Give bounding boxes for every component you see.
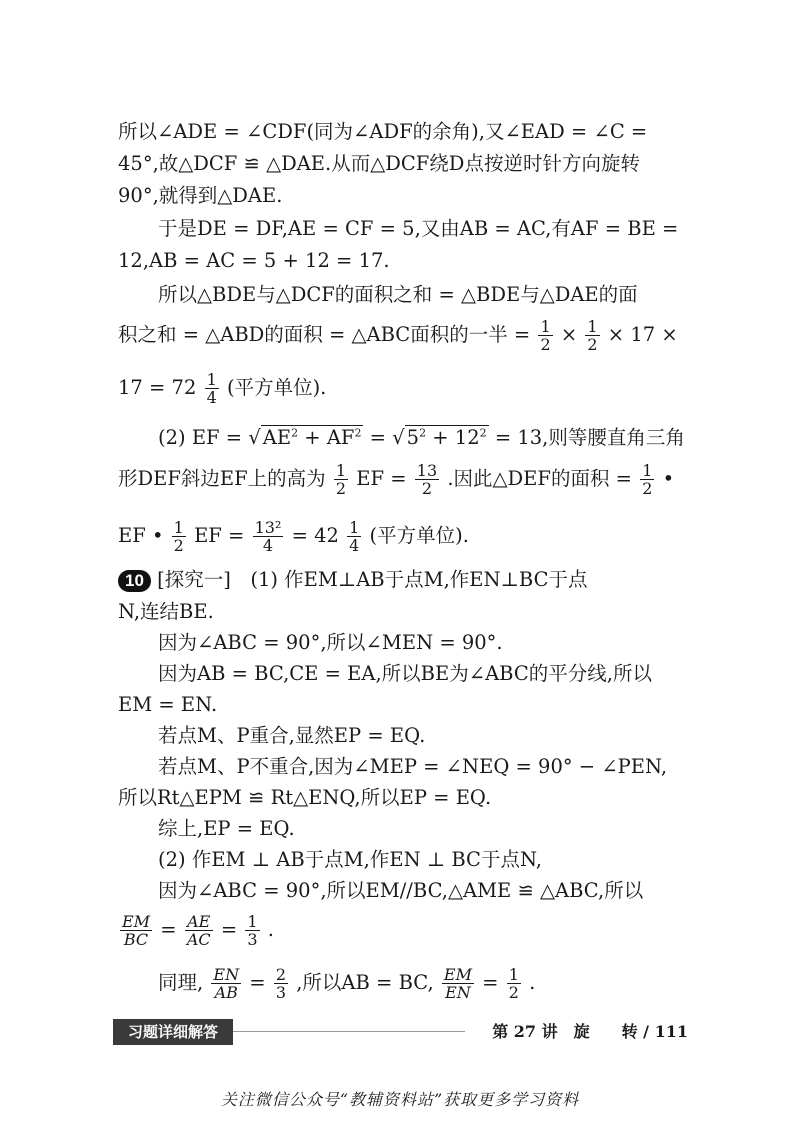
fraction-numerator: 2 (275, 965, 287, 984)
fraction-denominator: 2 (335, 479, 347, 498)
text-span: = (249, 971, 266, 994)
fraction-numerator: 1 (247, 912, 258, 931)
superscript: 2 (291, 426, 299, 440)
text-span: EF = (194, 524, 245, 547)
text-span: 积之和 = △ABD的面积 = △ABC面积的一半 = (118, 323, 531, 346)
text-line (118, 318, 688, 353)
text-span: = (482, 971, 499, 994)
fraction-denominator: AB (211, 983, 241, 1001)
text-span: × 17 × (607, 323, 678, 346)
fraction-denominator: BC (120, 930, 152, 948)
fraction-numerator: EN (213, 965, 240, 984)
text-line (158, 966, 688, 1001)
sqrt-symbol: √ (248, 426, 261, 449)
fraction-numerator: 1 (335, 461, 347, 480)
problem-number-badge: 10 (118, 570, 151, 592)
text-span: = 42 (291, 524, 339, 547)
text-line: 所以△BDE与△DCF的面积之和 = △BDE与△DAE的面 (158, 283, 638, 306)
text-line: 于是DE = DF,AE = CF = 5,又由AB = AC,有AF = BE = (158, 217, 679, 240)
text-line: 所以Rt△EPM ≌ Rt△ENQ,所以EP = EQ. (118, 786, 492, 809)
sqrt-radicand (261, 425, 364, 449)
fraction (415, 462, 439, 497)
text-line: 90°,就得到△DAE. (118, 184, 283, 207)
text-line: 因为AB = BC,CE = EA,所以BE为∠ABC的平分线,所以 (158, 662, 652, 685)
text-span: EF • (118, 524, 164, 547)
text-line (118, 913, 688, 948)
fraction (347, 519, 361, 554)
fraction-denominator: 2 (508, 983, 519, 1002)
text-line (118, 371, 688, 406)
fraction-numerator: 1 (508, 965, 519, 984)
fraction (538, 318, 552, 353)
fraction-denominator: 4 (253, 536, 284, 554)
fraction-numerator: 13² (254, 518, 282, 537)
text-line: (2) 作EM ⊥ AB于点M,作EN ⊥ BC于点N, (158, 848, 542, 871)
text-span: = (160, 918, 177, 941)
fraction-numerator: 1 (349, 518, 360, 537)
fraction-numerator: 1 (206, 370, 217, 389)
text-span: = 13,则等腰直角三角 (494, 426, 685, 449)
fraction-numerator: 1 (540, 317, 551, 336)
fraction (253, 519, 284, 554)
bottom-watermark-note: 关注微信公众号“教辅资料站”获取更多学习资料 (220, 1090, 580, 1109)
text-line: N,连结BE. (118, 600, 214, 623)
fraction (172, 519, 186, 554)
fraction-numerator: EM (122, 912, 151, 931)
text-span: (平方单位). (369, 524, 469, 547)
text-span: • (662, 467, 675, 490)
fraction (640, 462, 654, 497)
text-span: AE (262, 426, 292, 449)
text-line: 综上,EP = EQ. (158, 817, 295, 840)
fraction-denominator: EN (442, 983, 474, 1001)
text-span: (2) EF = (158, 426, 243, 449)
fraction-denominator: AC (186, 930, 211, 949)
fraction-numerator: EM (443, 965, 472, 984)
text-span: + AF (298, 426, 355, 449)
footer-section-label: 习题详细解答 (113, 1019, 233, 1045)
text-span: 形DEF斜边EF上的高为 (118, 467, 326, 490)
fraction (211, 966, 241, 1001)
fraction (205, 371, 219, 406)
fraction-numerator: 1 (587, 317, 598, 336)
text-span: . (529, 971, 536, 994)
text-span: .因此△DEF的面积 = (447, 467, 632, 490)
fraction-denominator: 3 (275, 983, 287, 1002)
text-span: = (369, 426, 386, 449)
fraction-numerator: 1 (173, 518, 184, 537)
fraction-denominator: 4 (349, 536, 360, 555)
text-span: + 12 (426, 426, 480, 449)
text-span: EF = (356, 467, 407, 490)
fraction-denominator: 2 (415, 479, 439, 497)
text-line: EM = EN. (118, 693, 218, 716)
text-line: 因为∠ABC = 90°,所以∠MEN = 90°. (158, 631, 503, 654)
fraction (585, 318, 599, 353)
text-line: 45°,故△DCF ≌ △DAE.从而△DCF绕D点按逆时针方向旋转 (118, 152, 640, 175)
superscript: 2 (354, 426, 362, 440)
text-line: 因为∠ABC = 90°,所以EM//BC,△AME ≌ △ABC,所以 (158, 879, 644, 902)
text-line (118, 519, 688, 554)
footer-page-info: 第 27 讲 旋 转 / 111 (492, 1022, 688, 1041)
text-span: (平方单位). (226, 376, 327, 399)
text-span: × (560, 323, 578, 346)
text-span: . (267, 918, 274, 941)
text-line: 若点M、P不重合,因为∠MEP = ∠NEQ = 90° − ∠PEN, (158, 755, 668, 778)
footer-divider (233, 1031, 465, 1032)
text-span: ,所以AB = BC, (296, 971, 434, 994)
sqrt-radicand (405, 425, 489, 449)
text-span: [探究一] (1) 作EM⊥AB于点M,作EN⊥BC于点 (157, 568, 588, 591)
text-span: = (220, 918, 238, 941)
superscript: 2 (479, 426, 487, 440)
text-span: 5 (406, 426, 420, 449)
text-span: 17 = 72 (118, 376, 197, 399)
fraction-numerator: 1 (642, 461, 653, 480)
text-line (118, 566, 688, 594)
text-line: 若点M、P重合,显然EP = EQ. (158, 724, 426, 747)
text-line: 所以∠ADE = ∠CDF(同为∠ADF的余角),又∠EAD = ∠C = (118, 120, 648, 143)
fraction (245, 913, 259, 948)
fraction-denominator: 2 (587, 335, 598, 354)
fraction-numerator: 13 (416, 461, 438, 480)
fraction-denominator: 4 (206, 388, 217, 407)
text-line (158, 424, 688, 452)
fraction-denominator: 3 (247, 930, 258, 949)
fraction-numerator: AE (187, 912, 211, 931)
fraction (334, 462, 348, 497)
fraction-denominator: 2 (642, 479, 653, 498)
fraction (120, 913, 152, 948)
sqrt-symbol: √ (392, 426, 405, 449)
text-span: 同理, (158, 971, 204, 994)
fraction (507, 966, 521, 1001)
fraction-denominator: 2 (540, 335, 551, 354)
superscript: 2 (419, 426, 427, 440)
fraction (442, 966, 474, 1001)
text-line: 12,AB = AC = 5 + 12 = 17. (118, 249, 390, 272)
fraction (274, 966, 288, 1001)
text-line (118, 462, 688, 497)
fraction-denominator: 2 (173, 536, 184, 555)
fraction (185, 913, 213, 948)
